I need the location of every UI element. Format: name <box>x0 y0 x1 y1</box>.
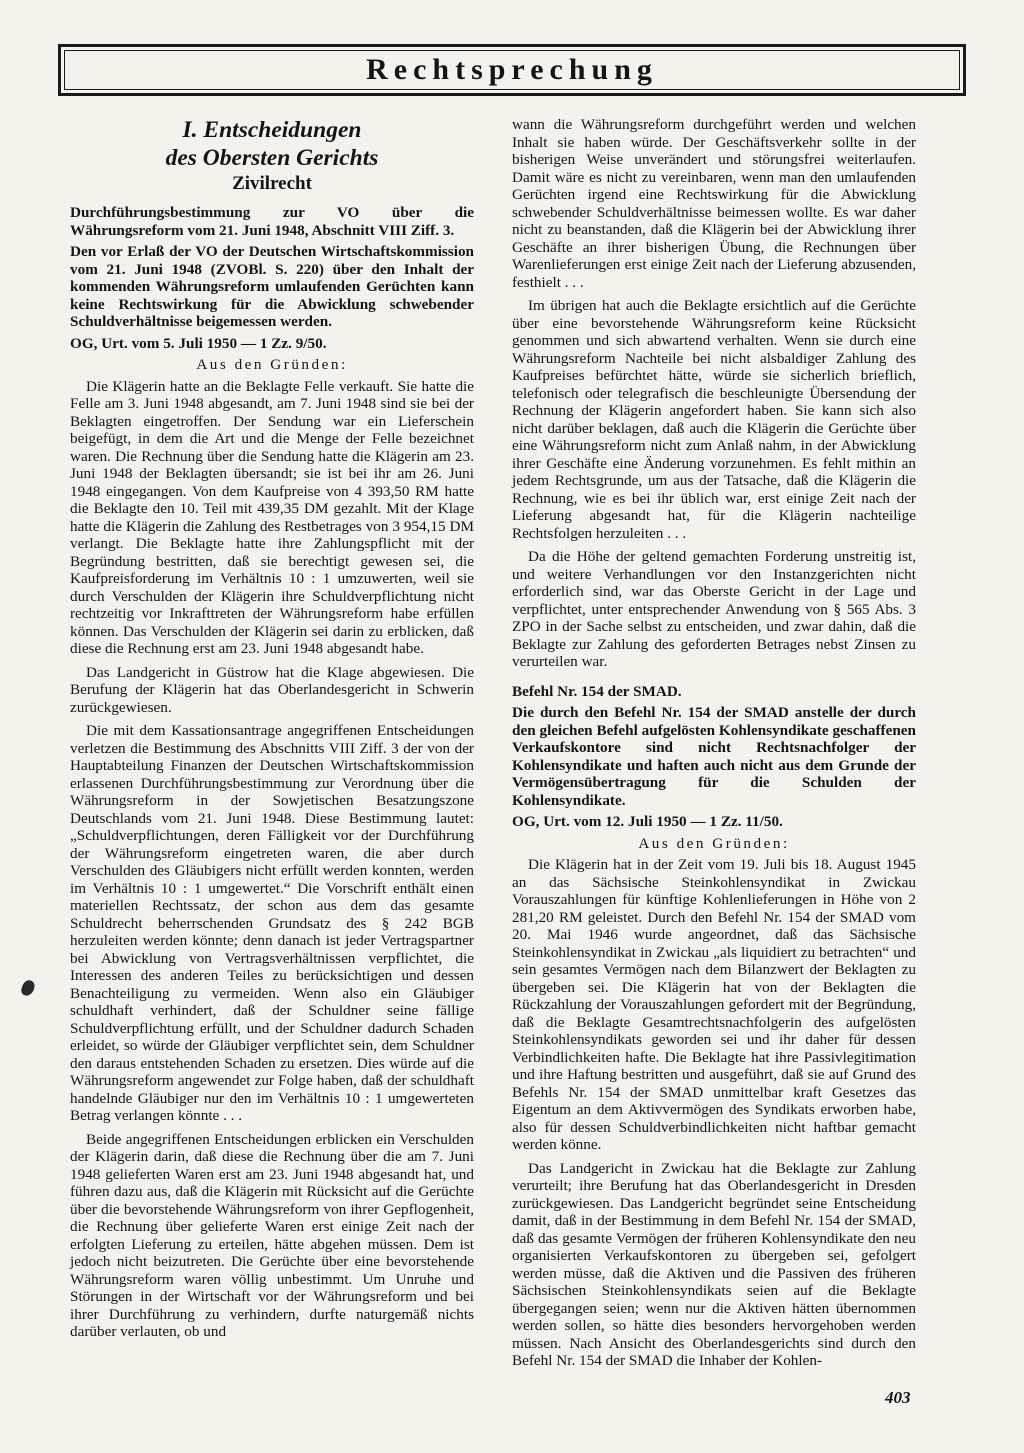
page-number: 403 <box>885 1388 911 1407</box>
section-header-box <box>58 44 966 96</box>
case2-citation: OG, Urt. vom 12. Juli 1950 — 1 Zz. 11/50. <box>512 813 783 830</box>
case1-statute: Durchführungsbestimmung zur VO über die Währungsreform vom 21. Juni 1948, Abschnitt VIII Ziff. 3. <box>70 204 474 239</box>
case1-paragraph-3: Die mit dem Kassationsantrage angegriffenen Entscheidungen verletzen die Bestimmung des Abschnitts VIII Ziff. 3 der von der Hauptabteilung Finanzen der Deutschen Wirtschaftskommission erlassenen Durchführungsbestimmung zur Verordnung über die Währungsreform in der Sowjetischen Besatzungszone Deutschlands vom 21. Juni 1948. Diese Bestimmung lautet: „Schuldverpflichtungen, deren Fälligkeit vor der Durchführung der Währungsreform eingetreten waren, die aber durch Verschulden des Gläubigers nicht erfüllt werden konnten, werden im Verhältnis 10 : 1 umgewertet.“ Die Vorschrift enthält einen materiellen Rechtssatz, der schon aus dem das gesamte Schuldrecht beherrschenden Grundsatz des § 242 BGB herzuleiten werden könnte; denn danach ist jeder Vertragspartner bei Abwicklung von Vertragsverhältnissen verpflichtet, die Interessen des anderen Teiles zu berücksichtigen und dessen Benachteiligung zu vermeiden. Wenn also ein Gläubiger schuldhaft verhindert, daß der Schuldner seine fällige Schuldverpflichtung erfüllt, und der Schuldner dadurch Schaden erleidet, so würde der Gläubiger verpflichtet sein, dem Schuldner den daraus entstehenden Schaden zu ersetzen. Dies würde auf die Währungsreform angewendet zur Folge haben, daß der schuldhaft handelnde Gläubiger nur den im Verhältnis 10 : 1 umgewerteten Betrag verlangen könnte . . . <box>70 722 474 1124</box>
case1-paragraph-2: Das Landgericht in Güstrow hat die Klage abgewiesen. Die Berufung der Klägerin hat das Oberlandesgericht in Schwerin zurückgewiesen. <box>70 663 474 716</box>
case2-statute: Befehl Nr. 154 der SMAD. <box>512 682 682 700</box>
section-title: Rechtsprechung <box>366 53 658 86</box>
case2-paragraph-2: Das Landgericht in Zwickau hat die Beklagte zur Zahlung verurteilt; ihre Berufung hat das Oberlandesgericht in Dresden zurückgewiesen. Das Landgericht begründet seine Entscheidung damit, daß in der Bestimmung in dem Befehl Nr. 154 der SMAD, daß das gesamte Vermögen der früheren Kohlensyndikate den neu organisierten Verkaufskontoren zu übergeben sei, gefolgert werden müsse, daß die Aktiven und die Passiven des früheren Sächsischen Steinkohlensyndikats seien auf die Beklagte übergegangen seien; wenn nur die Aktiven hätten übernommen werden sollen, so hätte dies besonders hervorgehoben werden müssen. Nach Ansicht des Oberlandesgerichts sind durch den Befehl Nr. 154 der SMAD die Inhaber der Kohlen- <box>512 1159 916 1369</box>
case1-paragraph-5: wann die Währungsreform durchgeführt werden und welchen Inhalt sie haben würde. Der Geschäftsverkehr sollte in der bisherigen Weise unverändert und störungsfrei weiterlaufen. Damit wäre es nicht zu vereinbaren, wenn man den umlaufenden Gerüchten irgend eine Rechtswirkung für die Abwicklung schwebender Schuldverhältnisse beimessen wollte. Es war daher nicht zu beanstanden, daß die Klägerin bei der Abwicklung ihrer Geschäfte an ihrer bisherigen Übung, die Rechnungen über Warenlieferungen erst einige Zeit nach der Lieferung abzusenden, festhielt . . . <box>512 116 916 291</box>
heading-civil-law: Zivilrecht <box>232 173 312 194</box>
case1-paragraph-4: Beide angegriffenen Entscheidungen erblicken ein Verschulden der Klägerin darin, daß diese die Rechnung über die am 7. Juni 1948 gelieferten Waren erst am 23. Juni 1948 abgesandt hat, und führen dazu aus, daß die Klägerin mit Rücksicht auf die Gerüchte über die bevorstehende Währungsreform von ihrer Gepflogenheit, die Rechnung über gelieferte Waren erst einige Zeit nach der erfolgten Lieferung zu erteilen, hätte abgehen müssen. Dem ist jedoch nicht beizutreten. Die Gerüchte über eine bevorstehende Währungsreform waren völlig unbestimmt. Um Unruhe und Störungen in der Wirtschaft vor der Währungsreform und bei ihrer Durchführung zu verhindern, durfte naturgemäß nichts darüber verlauten, ob und <box>70 1130 474 1340</box>
heading-decisions: I. Entscheidungen <box>182 117 362 143</box>
case2-reasons-heading: Aus den Gründen: <box>638 834 790 852</box>
case1-paragraph-1: Die Klägerin hatte an die Beklagte Felle verkauft. Sie hatte die Felle am 3. Juni 1948 abgesandt, am 7. Juni 1948 sind sie bei der Beklagten eingetroffen. Der Sendung war ein Lieferschein beigefügt, in dem die Art und die Menge der Felle bezeichnet waren. Die Rechnung über die Sendung hatte die Klägerin am 23. Juni 1948 der Beklagten übersandt; sie ist bei ihr am 26. Juni 1948 eingegangen. Von dem Kaufpreise von 4 393,50 RM hatte die Beklagte den 10. Teil mit 439,35 DM gezahlt. Mit der Klage hatte die Klägerin die Zahlung des Restbetrages von 3 954,15 DM verlangt. Die Beklagte hatte ihre Zahlungspflicht mit der Begründung bestritten, daß sie berechtigt gewesen sei, die Kaufpreisforderung im Verhältnis 10 : 1 umzuwerten, weil sie durch Verschulden der Klägerin ihre Schuldverpflichtung nicht rechtzeitig vor Inkrafttreten der Währungsreform habe erfüllen können. Das Verschulden der Klägerin sei darin zu erblicken, daß diese die Rechnung erst am 23. Juni 1948 abgesandt habe. <box>70 377 474 657</box>
case1-headnote: Den vor Erlaß der VO der Deutschen Wirtschaftskommission vom 21. Juni 1948 (ZVOBl. S. 220) über den Inhalt der kommenden Währungsreform umlaufenden Gerüchten kann keine Rechtswirkung für die Abwicklung schwebender Schuldverhältnisse beigemessen werden. <box>70 243 474 330</box>
case1-paragraph-6: Im übrigen hat auch die Beklagte ersichtlich auf die Gerüchte über eine bevorstehende Währungsreform keine Rücksicht genommen und sich abwartend verhalten. Wenn sie durch eine Währungsreform Nachteile bei nicht alsbaldiger Zahlung des Kaufpreises befürchtet hätte, würde sie sicherlich brieflich, telefonisch oder telegrafisch die beschleunigte Übersendung der Rechnung der Klägerin angefordert haben. Sie kann sich also nicht darüber beklagen, daß auch die Klägerin die Gerüchte über eine Währungsreform nicht zum Anlaß nahm, in der Abwicklung ihrer Geschäfte eine Änderung vorzunehmen. Es fehlt mithin an jedem Rechtsgrunde, um aus der Tatsache, daß die Klägerin die Rechnung, wie es bei ihr üblich war, erst einige Zeit nach der Lieferung abgesandt hat, für die Klägerin nachteilige Rechtsfolgen herzuleiten . . . <box>512 297 916 542</box>
case1-reasons-heading: Aus den Gründen: <box>196 356 348 373</box>
case1-citation: OG, Urt. vom 5. Juli 1950 — 1 Zz. 9/50. <box>70 334 327 352</box>
case1-paragraph-7: Da die Höhe der geltend gemachten Forderung unstreitig ist, und weitere Verhandlungen vor den Instanzgerichten nicht erforderlich sind, war das Oberste Gericht in der Lage und verpflichtet, unter entsprechender Anwendung von § 565 Abs. 3 ZPO in der Sache selbst zu entscheiden, und zwar dahin, daß die Beklagte zur Zahlung des geforderten Betrages nebst Zinsen zu verurteilen war. <box>512 548 916 670</box>
left-column <box>70 116 474 1347</box>
case2-headnote: Die durch den Befehl Nr. 154 der SMAD anstelle der durch den gleichen Befehl aufgelösten Kohlensyndikate geschaffenen Verkaufskontore sind nicht Rechtsnachfolger der Kohlensyndikate und haften auch nicht aus dem Grunde der Vermögensübertragung für die Schulden der Kohlensyndikate. <box>512 704 916 809</box>
ink-blot <box>20 978 37 997</box>
right-column <box>512 116 916 1376</box>
heading-supreme-court: des Obersten Gerichts <box>165 145 379 171</box>
case2-paragraph-1: Die Klägerin hat in der Zeit vom 19. Juli bis 18. August 1945 an das Sächsische Steinkohlensyndikat in Zwickau Vorauszahlungen für künftige Kohlenlieferungen in Höhe von 2 281,20 RM geleistet. Durch den Befehl Nr. 154 der SMAD vom 20. Mai 1946 wurde angeordnet, daß das Sächsische Steinkohlensyndikat in Zwickau „als liquidiert zu betrachten“ und sein gesamtes Vermögen nach dem Bilanzwert der Beklagten zu übergeben sei. Die Klägerin hat von der Beklagten die Rückzahlung der Vorauszahlungen gefordert mit der Begründung, daß die Beklagte Gesamtrechtsnachfolgerin des aufgelösten Steinkohlensyndikats geworden sei und ihr daher für dessen Verbindlichkeiten hafte. Die Beklagte hat ihre Passivlegitimation und ihre Haftung bestritten und ausgeführt, daß sie auf Grund des Befehls Nr. 154 der SMAD unmittelbar kraft Gesetzes das Eigentum an dem Aktivvermögen des Syndikats erworben habe, also für dessen Schuldverbindlichkeiten nicht haftbar gemacht werden könne. <box>512 856 916 1153</box>
